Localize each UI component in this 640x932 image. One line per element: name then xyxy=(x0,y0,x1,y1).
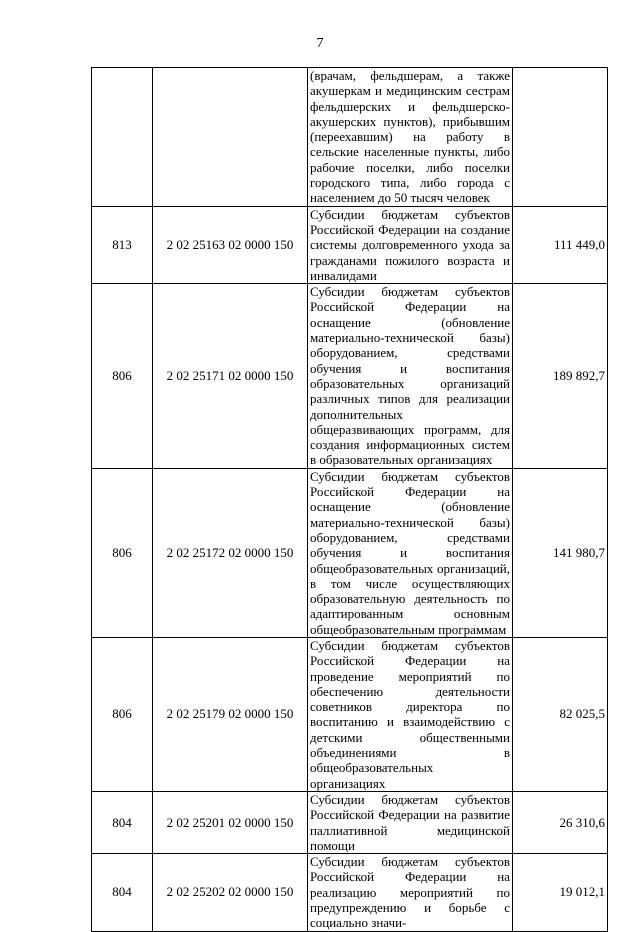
income-name-cell: Субсидии бюджетам субъектов Российской Федерации на реализацию мероприятий по предупреждению и борьбе с социально значи- xyxy=(308,854,513,931)
table-row xyxy=(92,468,608,637)
amount-cell: 141 980,7 xyxy=(513,468,608,637)
admin-code-cell: 813 xyxy=(92,206,153,283)
table-row xyxy=(92,791,608,853)
income-name-cell: Субсидии бюджетам субъектов Российской Федерации на проведение мероприятий по обеспечению деятельности советников директора по воспитанию и взаимодействию с детскими общественными объединениями в общеобразовательных организациях xyxy=(308,637,513,791)
classification-code-cell xyxy=(153,68,308,207)
amount-cell: 111 449,0 xyxy=(513,206,608,283)
table-row xyxy=(92,854,608,931)
amount-cell: 189 892,7 xyxy=(513,284,608,469)
income-name-cell: Субсидии бюджетам субъектов Российской Федерации на развитие паллиативной медицинской помощи xyxy=(308,791,513,853)
table-row xyxy=(92,68,608,207)
classification-code-cell: 2 02 25202 02 0000 150 xyxy=(153,854,308,931)
classification-code-cell: 2 02 25179 02 0000 150 xyxy=(153,637,308,791)
table-row xyxy=(92,206,608,283)
admin-code-cell: 804 xyxy=(92,791,153,853)
page-number: 7 xyxy=(316,36,324,51)
classification-code-cell: 2 02 25163 02 0000 150 xyxy=(153,206,308,283)
admin-code-cell: 806 xyxy=(92,284,153,469)
classification-code-cell: 2 02 25171 02 0000 150 xyxy=(153,284,308,469)
income-name-cell: Субсидии бюджетам субъектов Российской Федерации на оснащение (обновление материально-технической базы) оборудованием, средствами обучения и воспитания общеобразовательных организаций, в том числе осуществляющих образовательную деятельность по адаптированным основным общеобразовательным программам xyxy=(308,468,513,637)
budget-table xyxy=(91,67,608,932)
admin-code-cell xyxy=(92,68,153,207)
income-name-cell: Субсидии бюджетам субъектов Российской Федерации на оснащение (обновление материально-технической базы) оборудованием, средствами обучения и воспитания образовательных организаций различных типов для реализации дополнительных общеразвивающих программ, для создания информационных систем в образовательных организациях xyxy=(308,284,513,469)
amount-cell: 26 310,6 xyxy=(513,791,608,853)
table-row xyxy=(92,284,608,469)
table-row xyxy=(92,637,608,791)
admin-code-cell: 806 xyxy=(92,637,153,791)
income-name-cell: (врачам, фельдшерам, а также акушеркам и медицинским сестрам фельдшерских и фельдшерско-акушерских пунктов), прибывшим (переехавшим) на работу в сельские населенные пункты, либо рабочие поселки, либо поселки городского типа, либо города с населением до 50 тысяч человек xyxy=(308,68,513,207)
amount-cell xyxy=(513,68,608,207)
classification-code-cell: 2 02 25172 02 0000 150 xyxy=(153,468,308,637)
amount-cell: 19 012,1 xyxy=(513,854,608,931)
classification-code-cell: 2 02 25201 02 0000 150 xyxy=(153,791,308,853)
admin-code-cell: 806 xyxy=(92,468,153,637)
amount-cell: 82 025,5 xyxy=(513,637,608,791)
admin-code-cell: 804 xyxy=(92,854,153,931)
income-name-cell: Субсидии бюджетам субъектов Российской Федерации на создание системы долговременного ухода за гражданами пожилого возраста и инвалидами xyxy=(308,206,513,283)
